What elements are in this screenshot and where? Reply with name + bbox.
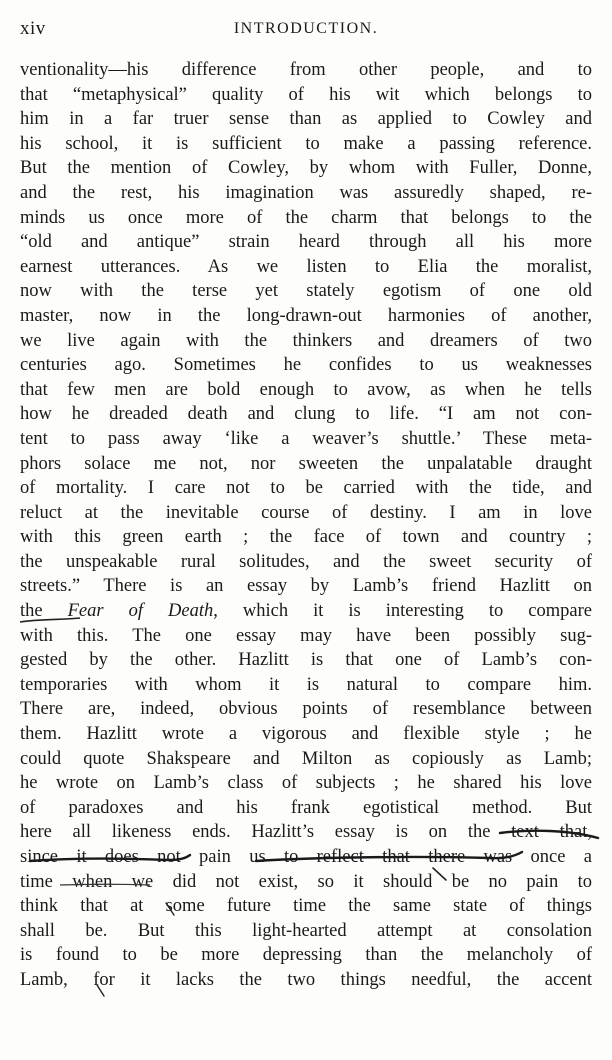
text-segment: There are, indeed, obvious points of resemblance between (20, 699, 592, 720)
text-segment: minds us once more of the charm that belongs to the (20, 207, 592, 228)
text-segment: reluct at the inevitable course of destiny. I am in love (20, 502, 592, 523)
text-line (20, 132, 592, 157)
text-line (20, 83, 592, 108)
text-segment: we live again with the thinkers and dreamers of two (20, 330, 592, 351)
text-line (20, 845, 592, 870)
text-line (20, 870, 592, 895)
body-text (20, 58, 592, 993)
text-line (20, 501, 592, 526)
text-segment: temporaries with whom it is natural to compare him. (20, 674, 592, 695)
text-segment: and the rest, his imagination was assuredly shaped, re- (20, 182, 592, 203)
text-line (20, 894, 592, 919)
text-segment: since it does not pain us to reflect that there was once a (20, 847, 592, 867)
text-segment: is found to be more depressing than the melancholy of (20, 945, 592, 966)
text-segment: here all likeness ends. Hazlitt’s essay is on the text that, (20, 822, 592, 843)
text-segment: ventionality—his difference from other people, and to (20, 60, 592, 80)
text-line (20, 452, 592, 477)
italic-title-segment: Fear of Death (67, 601, 214, 622)
text-segment: him in a far truer sense than as applied to Cowley and (20, 109, 592, 130)
text-segment: could quote Shakspeare and Milton as copiously as Lamb; (20, 748, 592, 769)
running-head (20, 8, 592, 48)
text-segment: how he dreaded death and clung to life. “I am not con- (20, 404, 592, 425)
text-line (20, 599, 592, 624)
text-line (20, 697, 592, 722)
text-line (20, 771, 592, 796)
text-line (20, 820, 592, 845)
text-segment: time when we did not exist, so it should be no pain to (20, 871, 592, 892)
text-line (20, 230, 592, 255)
text-segment: earnest utterances. As we listen to Elia the moralist, (20, 256, 592, 277)
text-segment: master, now in the long-drawn-out harmonies of another, (20, 305, 592, 326)
text-line (20, 550, 592, 575)
text-line (20, 919, 592, 944)
text-segment: shall be. But this light-hearted attempt at consolation (20, 920, 592, 941)
text-segment: that few men are bold enough to avow, as when he tells (20, 379, 592, 400)
text-segment: he wrote on Lamb’s class of subjects ; he shared his love (20, 773, 592, 794)
text-segment: with this green earth ; the face of town and country ; (20, 527, 592, 548)
text-line (20, 427, 592, 452)
text-segment: gested by the other. Hazlitt is that one of Lamb’s con- (20, 650, 592, 671)
text-line (20, 648, 592, 673)
text-segment: streets.” There is an essay by Lamb’s friend Hazlitt on (20, 576, 592, 597)
text-line (20, 329, 592, 354)
text-line (20, 58, 592, 83)
text-line (20, 181, 592, 206)
text-line (20, 279, 592, 304)
text-line (20, 476, 592, 501)
text-segment: “old and antique” strain heard through all his more (20, 232, 592, 253)
text-segment: of paradoxes and his frank egotistical method. But (20, 797, 592, 818)
text-segment: his school, it is sufficient to make a passing reference. (20, 133, 592, 154)
text-segment: now with the terse yet stately egotism of one old (20, 281, 592, 302)
text-line (20, 206, 592, 231)
text-line (20, 747, 592, 772)
text-line (20, 255, 592, 280)
text-segment: Lamb, for it lacks the two things needful, the accent (20, 969, 592, 990)
text-segment: of mortality. I care not to be carried with the tide, and (20, 478, 592, 499)
text-line (20, 107, 592, 132)
page-number: xiv (20, 18, 46, 39)
text-segment: tent to pass away ‘like a weaver’s shuttle.’ These meta- (20, 428, 592, 449)
text-line (20, 525, 592, 550)
text-line (20, 722, 592, 747)
text-line (20, 156, 592, 181)
running-title: INTRODUCTION. (233, 20, 379, 37)
text-line (20, 673, 592, 698)
text-line (20, 574, 592, 599)
text-segment: But the mention of Cowley, by whom with Fuller, Donne, (20, 158, 592, 179)
text-segment: , which it is interesting to compare (213, 601, 592, 622)
text-segment: the unspeakable rural solitudes, and the sweet security of (20, 551, 592, 572)
text-segment: with this. The one essay may have been possibly sug- (20, 625, 592, 646)
text-line (20, 304, 592, 329)
text-segment: the (20, 601, 68, 622)
text-segment: centuries ago. Sometimes he confides to us weaknesses (20, 355, 592, 376)
text-segment: think that at some future time the same state of things (20, 896, 592, 917)
text-line (20, 378, 592, 403)
text-line (20, 353, 592, 378)
text-line (20, 796, 592, 821)
text-line (20, 402, 592, 427)
text-segment: them. Hazlitt wrote a vigorous and flexible style ; he (20, 724, 592, 745)
text-segment: that “metaphysical” quality of his wit which belongs to (20, 84, 592, 105)
text-line (20, 624, 592, 649)
text-line (20, 968, 592, 993)
text-segment: phors solace me not, nor sweeten the unpalatable draught (20, 453, 592, 474)
text-line (20, 943, 592, 968)
